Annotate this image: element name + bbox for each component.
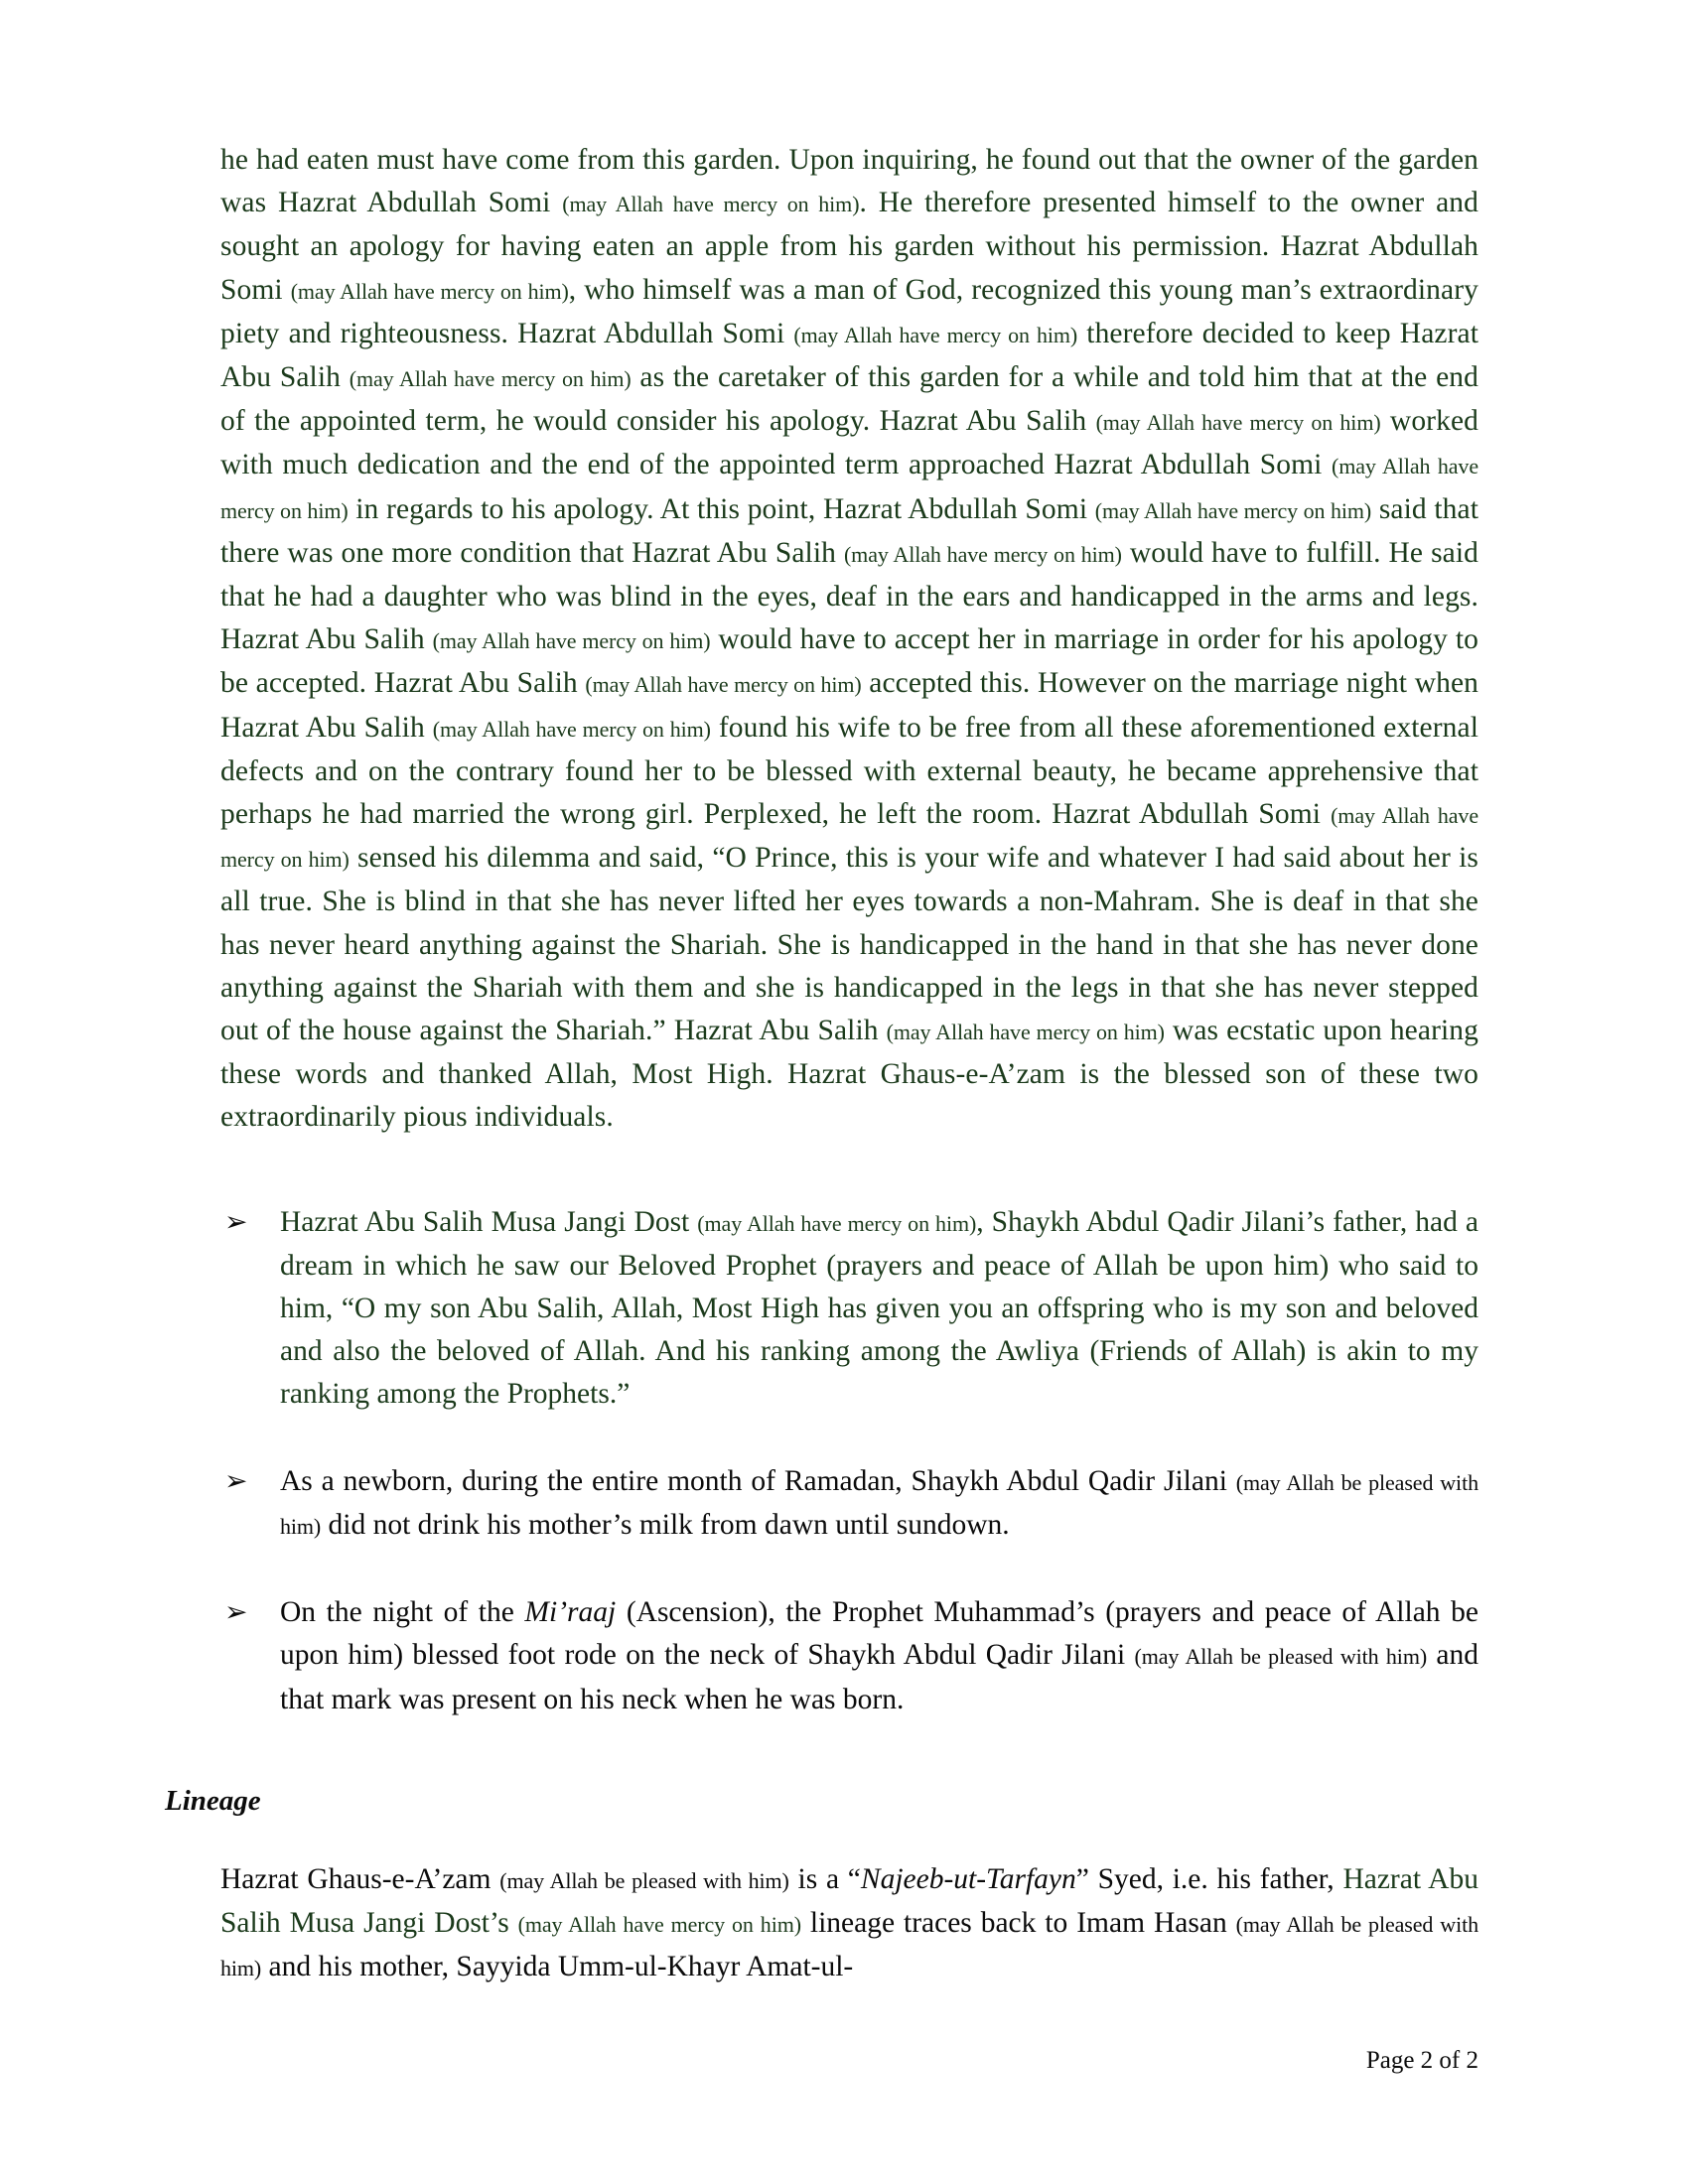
green-name-segment: Hazrat Abu Salih Musa Jangi Dost’s [220, 1862, 1478, 1939]
closing-paragraph [220, 1858, 1478, 1990]
bullet-text-segment: As a newborn, during the entire month of Ramadan, Shaykh Abdul Qadir Jilani [280, 1464, 1236, 1497]
paragraph-text-segment: worked with much dedication and the end of the appointed term approached Hazrat Abdullah Somi [220, 405, 1479, 481]
arrowhead-bullet-icon: ➢ [224, 1595, 248, 1629]
paragraph-text-segment: Hazrat Ghaus-e-A’zam [220, 1862, 500, 1895]
list-item [220, 1591, 1478, 1721]
honorific-phrase: (may Allah have mercy on him) [1094, 497, 1372, 523]
paragraph-text-segment: would have to accept her in marriage in order for his apology to be accepted. Hazrat Abu Salih [220, 623, 1479, 700]
paragraph-text-segment: and his mother, Sayyida Umm-ul-Khayr Amat-ul- [261, 1951, 854, 1983]
list-item [220, 1201, 1478, 1417]
page-content [165, 139, 1479, 1989]
italic-term: Najeeb-ut-Tarfayn [860, 1862, 1076, 1895]
paragraph-text-segment: sensed his dilemma and said, “O Prince, this is your wife and whatever I had said about her is all true. She is blind in that she has never lifted her eyes towards a non-Mahram. She is deaf in that she has never heard anything against the Shariah. She is handicapped in the hand in that she has never done anything against the Shariah with them and she is handicapped in the legs in that she has never stepped out of the house against the Shariah.” Hazrat Abu Salih [220, 842, 1479, 1047]
bullet-text-segment: (Ascension), the Prophet Muhammad’s (prayers and peace of Allah be upon him) blessed foot rode on the neck of Shaykh Abdul Qadir Jilani [280, 1596, 1478, 1672]
honorific-phrase: (may Allah have mercy on him) [517, 1911, 801, 1937]
honorific-phrase: (may Allah be pleased with him) [280, 1469, 1478, 1539]
honorific-phrase: (may Allah have mercy on him) [793, 322, 1078, 347]
arrowhead-bullet-icon: ➢ [224, 1463, 248, 1497]
paragraph-text-segment: therefore decided to keep Hazrat Abu Salih [220, 317, 1478, 394]
page-footer [220, 2047, 1478, 2075]
honorific-phrase: (may Allah be pleased with him) [220, 1911, 1478, 1981]
paragraph-text-segment: accepted this. However on the marriage night when Hazrat Abu Salih [220, 667, 1478, 744]
main-paragraph [220, 139, 1478, 1140]
honorific-phrase: (may Allah have mercy on him) [697, 1210, 977, 1236]
honorific-phrase: (may Allah be pleased with him) [1134, 1644, 1428, 1670]
honorific-phrase: (may Allah have mercy on him) [220, 454, 1478, 523]
bullet-text-segment: , Shaykh Abdul Qadir Jilani’s father, had a dream in which he saw our Beloved Prophet (prayers and peace of Allah be upon him) who said to him, “O my son Abu Salih, Allah, Most High has given you an offspring who is my son and beloved and also the beloved of Allah. And his ranking among the Awliya (Friends of Allah) is akin to my ranking among the Prophets.” [280, 1205, 1478, 1411]
list-item [220, 1460, 1478, 1548]
paragraph-text-segment: ” Syed, i.e. his father, [1075, 1862, 1343, 1895]
paragraph-text-segment: would have to fulfill. He said that he had a daughter who was blind in the eyes, deaf in the ears and handicapped in the arms and legs. Hazrat Abu Salih [220, 536, 1478, 656]
lineage-heading: Lineage [165, 1784, 261, 1817]
section-spacer [220, 1140, 1478, 1158]
honorific-phrase: (may Allah have mercy on him) [843, 541, 1122, 567]
honorific-phrase: (may Allah be pleased with him) [499, 1867, 789, 1893]
arrowhead-bullet-icon: ➢ [224, 1204, 248, 1238]
paragraph-text-segment: lineage traces back to Imam Hasan [800, 1906, 1236, 1939]
paragraph-text-segment: is a “ [788, 1862, 861, 1895]
paragraph-text-segment: in regards to his apology. At this point, Hazrat Abdullah Somi [348, 492, 1095, 525]
paragraph-text-segment: he had eaten must have come from this garden. Upon inquiring, he found out that the owner of the garden was Hazrat Abdullah Somi [220, 144, 1478, 219]
paragraph-text-segment: said that there was one more condition that Hazrat Abu Salih [220, 492, 1479, 569]
honorific-phrase: (may Allah have mercy on him) [432, 628, 711, 654]
honorific-phrase: (may Allah have mercy on him) [562, 192, 860, 217]
honorific-phrase: (may Allah have mercy on him) [1095, 410, 1381, 436]
paragraph-text-segment: found his wife to be free from all these aforementioned external defects and on the contrary found her to be blessed with external beauty, he became apprehensive that perhaps he had married the wrong girl. Perplexed, he left the room. Hazrat Abdullah Somi [220, 711, 1479, 831]
bullet-text-segment: and that mark was present on his neck when he was born. [280, 1639, 1479, 1715]
page-number-label: Page 2 of 2 [1365, 2047, 1478, 2074]
bullet-text-segment: On the night of the [280, 1596, 525, 1629]
honorific-phrase: (may Allah have mercy on him) [585, 672, 862, 698]
italic-term: Mi’raaj [524, 1596, 617, 1629]
honorific-phrase: (may Allah have mercy on him) [886, 1020, 1165, 1045]
honorific-phrase: (may Allah have mercy on him) [290, 278, 569, 304]
honorific-phrase: (may Allah have mercy on him) [349, 366, 632, 392]
paragraph-text-segment: as the caretaker of this garden for a while and told him that at the end of the appointed term, he would consider his apology. Hazrat Abu Salih [220, 361, 1479, 438]
paragraph-text-segment: was ecstatic upon hearing these words and thanked Allah, Most High. Hazrat Ghaus-e-A’zam is the blessed son of these two extraordinarily pious individuals. [220, 1015, 1478, 1134]
bullet-text-segment: Hazrat Abu Salih Musa Jangi Dost [280, 1205, 698, 1238]
honorific-phrase: (may Allah have mercy on him) [220, 803, 1478, 873]
bullet-text-segment: did not drink his mother’s milk from dawn until sundown. [321, 1508, 1010, 1541]
honorific-phrase: (may Allah have mercy on him) [432, 716, 711, 742]
paragraph-text-segment: . He therefore presented himself to the owner and sought an apology for having eaten an apple from his garden without his permission. Hazrat Abdullah Somi [220, 187, 1479, 306]
paragraph-text-segment: , who himself was a man of God, recognized this young man’s extraordinary piety and righteousness. Hazrat Abdullah Somi [220, 273, 1478, 349]
bullet-list [220, 1201, 1478, 1721]
